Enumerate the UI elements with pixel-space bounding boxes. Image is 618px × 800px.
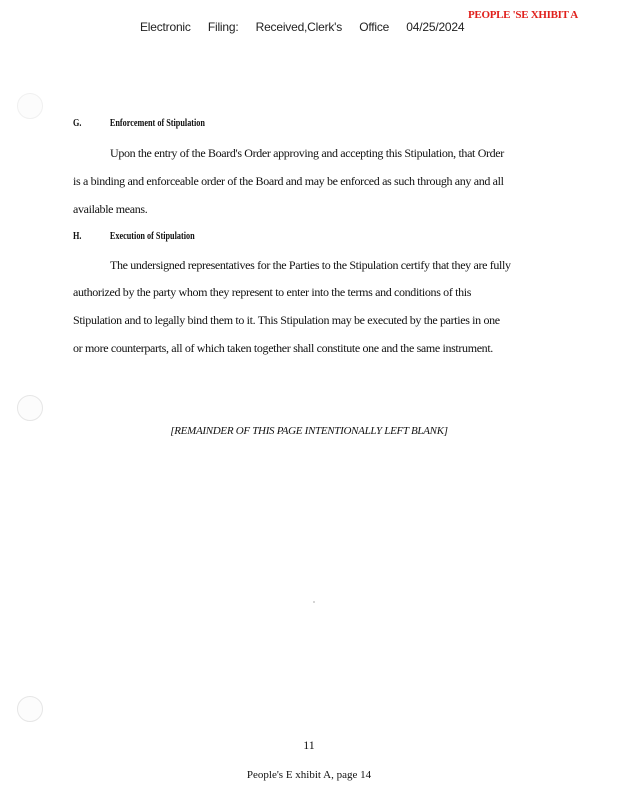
filing-date: 04/25/2024 xyxy=(406,20,465,34)
electronic-filing-header xyxy=(140,20,478,34)
filing-word: Received,Clerk's xyxy=(255,20,343,34)
punch-hole-icon xyxy=(17,93,43,119)
exhibit-page-label: People's E xhibit A, page 14 xyxy=(246,769,372,781)
filing-word: Filing: xyxy=(207,20,239,34)
filing-word: Office xyxy=(359,20,390,34)
section-heading-h xyxy=(73,231,195,242)
punch-hole-icon xyxy=(17,696,43,722)
section-letter: G. xyxy=(73,118,82,129)
paragraph-line: is a binding and enforceable order of the Board and may be enforced as such through any and all xyxy=(73,174,504,188)
page-number: 11 xyxy=(303,738,315,752)
section-title: Execution of Stipulation xyxy=(109,231,195,242)
remainder-notice: [REMAINDER OF THIS PAGE INTENTIONALLY LEFT BLANK] xyxy=(170,425,448,437)
paragraph-line: Stipulation and to legally bind them to it. This Stipulation may be executed by the parties in one xyxy=(73,313,500,327)
paragraph-line: or more counterparts, all of which taken together shall constitute one and the same instrument. xyxy=(73,341,493,355)
section-title: Enforcement of Stipulation xyxy=(109,118,205,129)
scan-speck xyxy=(313,601,315,603)
exhibit-stamp: PEOPLE 'SE XHIBIT A xyxy=(468,9,578,21)
paragraph-line: The undersigned representatives for the Parties to the Stipulation certify that they are fully xyxy=(110,258,511,272)
paragraph-line: authorized by the party whom they represent to enter into the terms and conditions of this xyxy=(73,285,472,299)
punch-hole-icon xyxy=(17,395,43,421)
section-heading-g xyxy=(73,118,205,129)
paragraph-line: Upon the entry of the Board's Order approving and accepting this Stipulation, that Order xyxy=(110,146,504,160)
section-letter: H. xyxy=(73,231,82,242)
paragraph-line: available means. xyxy=(73,202,148,216)
filing-word: Electronic xyxy=(140,20,191,34)
